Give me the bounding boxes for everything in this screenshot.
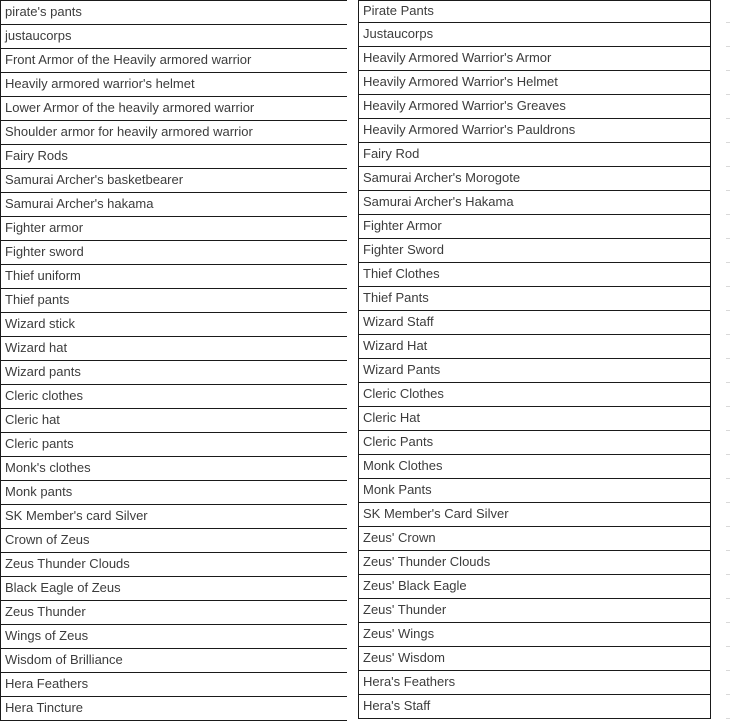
cell-original-name[interactable]: pirate's pants [1,1,347,25]
cell-corrected-name[interactable]: Wizard Staff [359,311,710,335]
cell-corrected-name[interactable]: Thief Clothes [359,263,710,287]
cell-original-name[interactable]: Crown of Zeus [1,529,347,553]
cell-corrected-name[interactable]: Pirate Pants [359,1,710,23]
cell-corrected-name[interactable]: Zeus' Thunder Clouds [359,551,710,575]
cell-original-name[interactable]: Fighter armor [1,217,347,241]
cell-corrected-name[interactable]: Heavily Armored Warrior's Helmet [359,71,710,95]
cell-corrected-name[interactable]: Heavily Armored Warrior's Armor [359,47,710,71]
cell-original-name[interactable]: Thief uniform [1,265,347,289]
cell-original-name[interactable]: Cleric clothes [1,385,347,409]
cell-corrected-name[interactable]: Heavily Armored Warrior's Pauldrons [359,119,710,143]
cell-corrected-name[interactable]: Cleric Pants [359,431,710,455]
cell-corrected-name[interactable]: SK Member's Card Silver [359,503,710,527]
cell-original-name[interactable]: SK Member's card Silver [1,505,347,529]
column-corrected-names [358,0,711,719]
cell-corrected-name[interactable]: Zeus' Thunder [359,599,710,623]
cell-original-name[interactable]: Black Eagle of Zeus [1,577,347,601]
cell-original-name[interactable]: Cleric hat [1,409,347,433]
cell-corrected-name[interactable]: Fairy Rod [359,143,710,167]
sheet-gridlines [726,0,730,720]
cell-corrected-name[interactable]: Thief Pants [359,287,710,311]
cell-corrected-name[interactable]: Zeus' Crown [359,527,710,551]
cell-corrected-name[interactable]: Hera's Feathers [359,671,710,695]
column-original-names [0,0,347,721]
cell-corrected-name[interactable]: Wizard Hat [359,335,710,359]
cell-original-name[interactable]: Shoulder armor for heavily armored warrior [1,121,347,145]
cell-original-name[interactable]: Wings of Zeus [1,625,347,649]
cell-original-name[interactable]: Cleric pants [1,433,347,457]
cell-original-name[interactable]: Wisdom of Brilliance [1,649,347,673]
cell-corrected-name[interactable]: Fighter Armor [359,215,710,239]
cell-corrected-name[interactable]: Fighter Sword [359,239,710,263]
cell-corrected-name[interactable]: Monk Clothes [359,455,710,479]
cell-corrected-name[interactable]: Hera's Staff [359,695,710,719]
cell-original-name[interactable]: Samurai Archer's basketbearer [1,169,347,193]
cell-original-name[interactable]: Zeus Thunder Clouds [1,553,347,577]
cell-original-name[interactable]: Wizard hat [1,337,347,361]
cell-original-name[interactable]: Samurai Archer's hakama [1,193,347,217]
cell-original-name[interactable]: Zeus Thunder [1,601,347,625]
cell-original-name[interactable]: Hera Tincture [1,697,347,721]
cell-original-name[interactable]: Wizard stick [1,313,347,337]
cell-corrected-name[interactable]: Cleric Hat [359,407,710,431]
cell-corrected-name[interactable]: Wizard Pants [359,359,710,383]
cell-corrected-name[interactable]: Justaucorps [359,23,710,47]
cell-original-name[interactable]: Wizard pants [1,361,347,385]
cell-original-name[interactable]: Thief pants [1,289,347,313]
cell-corrected-name[interactable]: Samurai Archer's Hakama [359,191,710,215]
cell-original-name[interactable]: Hera Feathers [1,673,347,697]
cell-corrected-name[interactable]: Cleric Clothes [359,383,710,407]
cell-original-name[interactable]: justaucorps [1,25,347,49]
cell-original-name[interactable]: Front Armor of the Heavily armored warrior [1,49,347,73]
cell-corrected-name[interactable]: Zeus' Black Eagle [359,575,710,599]
cell-original-name[interactable]: Fairy Rods [1,145,347,169]
cell-original-name[interactable]: Lower Armor of the heavily armored warrior [1,97,347,121]
cell-corrected-name[interactable]: Heavily Armored Warrior's Greaves [359,95,710,119]
cell-corrected-name[interactable]: Zeus' Wings [359,623,710,647]
cell-original-name[interactable]: Fighter sword [1,241,347,265]
cell-original-name[interactable]: Heavily armored warrior's helmet [1,73,347,97]
cell-corrected-name[interactable]: Monk Pants [359,479,710,503]
cell-corrected-name[interactable]: Zeus' Wisdom [359,647,710,671]
cell-original-name[interactable]: Monk pants [1,481,347,505]
cell-original-name[interactable]: Monk's clothes [1,457,347,481]
cell-corrected-name[interactable]: Samurai Archer's Morogote [359,167,710,191]
